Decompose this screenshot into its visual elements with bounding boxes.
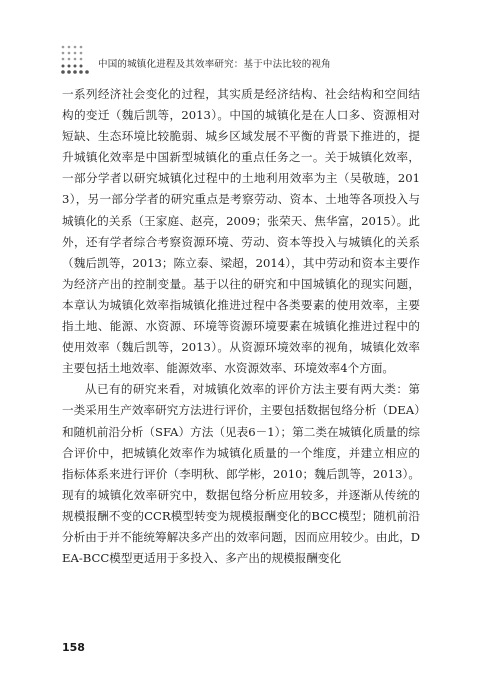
page-number: 158 [62, 641, 85, 654]
paragraph-evaluation-methods: 从已有的研究来看，对城镇化效率的评价方法主要有两大类：第一类采用生产效率研究方法进行评价，主要包括数据包络分析（DEA）和随机前沿分析（SFA）方法（见表6－1）；第二类在城镇化质量的综合评价中，把城镇化效率作为城镇化质量的一个维度，并建立相应的指标体系来进行评价（李明秋、郎学彬，2010；魏后凯等，2013）。现有的城镇化效率研究中，数据包络分析应用较多，并逐渐从传统的规模报酬不变的CCR模型转变为规模报酬变化的BCC模型；随机前沿分析由于并不能统筹解决多产出的效率问题，因而应用较少。由此，DEA-BCC模型更适用于多投入、多产出的规模报酬变化 [62, 382, 420, 566]
running-title: 中国的城镇化进程及其效率研究：基于中法比较的视角 [98, 59, 331, 70]
running-header [60, 44, 420, 78]
paragraph-continued: 一系列经济社会变化的过程，其实质是经济结构、社会结构和空间结构的变迁（魏后凯等，2013）。中国的城镇化是在人口多、资源相对短缺、生态环境比较脆弱、城乡区域发展不平衡的背景下推进的，提升城镇化效率是中国新型城镇化的重点任务之一。关于城镇化效率，一部分学者以研究城镇化过程中的土地利用效率为主（吴敬琏，2013），另一部分学者的研究重点是考察劳动、资本、土地等各项投入与城镇化的关系（王家庭、赵亮，2009；张荣天、焦华富，2015）。此外，还有学者综合考察资源环境、劳动、资本等投入与城镇化的关系（魏后凯等，2013；陈立泰、梁超，2014），其中劳动和资本主要作为经济产出的控制变量。基于以往的研究和中国城镇化的现实问题，本章认为城镇化效率指城镇化推进过程中各类要素的使用效率，主要指土地、能源、水资源、环境等资源环境要素在城镇化推进过程中的使用效率（魏后凯等，2013）。从资源环境效率的视角，城镇化效率主要包括土地效率、能源效率、水资源效率、环境效率4个方面。 [62, 87, 420, 376]
body-text [62, 84, 420, 569]
dot-grid-icon [60, 44, 92, 76]
